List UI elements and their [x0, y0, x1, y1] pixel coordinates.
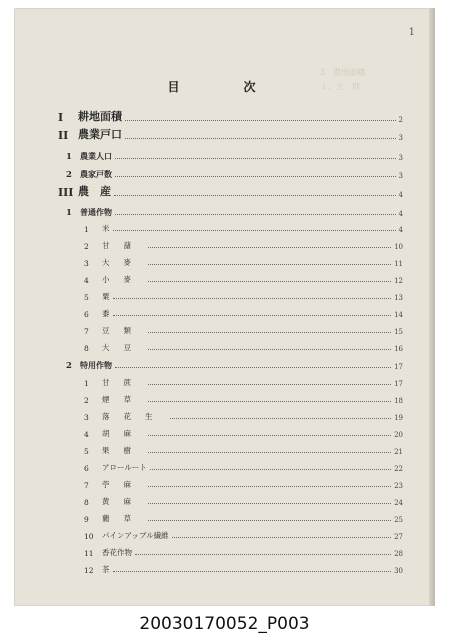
- toc-entry: [84, 237, 403, 251]
- toc-entry-page: 19: [394, 414, 403, 422]
- toc-entry-number: 1: [84, 225, 89, 234]
- toc-entry: [84, 254, 403, 268]
- toc-entry-label: 普通作物: [80, 207, 112, 217]
- toc-entry-number: III: [58, 186, 74, 199]
- dot-leader: [148, 486, 391, 487]
- toc-entry-number: 2: [84, 242, 89, 251]
- bleed-through-line: 3 農地面積: [320, 68, 366, 77]
- dot-leader: [148, 401, 391, 402]
- toc-entry-page: 22: [394, 465, 403, 473]
- toc-entry-number: 1: [66, 208, 72, 218]
- toc-entry: [66, 204, 403, 218]
- toc-entry-page: 23: [394, 482, 403, 490]
- toc-entry-label: 甘藷: [102, 241, 145, 250]
- toc-entry-page: 2: [398, 116, 403, 124]
- toc-entry-page: 20: [394, 431, 403, 439]
- toc-entry-number: 2: [84, 396, 89, 405]
- toc-entry-number: 2: [66, 361, 72, 371]
- toc-entry: [84, 271, 403, 285]
- toc-entry-page: 3: [398, 154, 403, 162]
- dot-leader: [170, 418, 392, 419]
- toc-entry-page: 18: [394, 397, 403, 405]
- dot-leader: [115, 158, 396, 159]
- toc-entry-label: 農家戸数: [80, 169, 112, 179]
- toc-entry-label: 大麥: [102, 258, 145, 267]
- toc-entry-number: 5: [84, 447, 89, 456]
- toc-entry-label: 黍: [102, 309, 110, 318]
- dot-leader: [115, 367, 391, 368]
- toc-entry: [84, 493, 403, 507]
- toc-entry-page: 28: [394, 550, 403, 558]
- toc-entry-label: 黄麻: [102, 497, 145, 506]
- toc-entry: [84, 425, 403, 439]
- toc-entry-page: 13: [394, 294, 403, 302]
- toc-entry-page: 21: [394, 448, 403, 456]
- toc-entry-label: 農 産: [78, 185, 111, 198]
- toc-entry-page: 17: [394, 363, 403, 371]
- toc-entry-page: 12: [394, 277, 403, 285]
- dot-leader: [148, 281, 391, 282]
- dot-leader: [125, 138, 396, 139]
- toc-entry-label: 耕地面積: [78, 110, 122, 123]
- toc-entry-number: 6: [84, 464, 89, 473]
- toc-entry-label: 農業戸口: [78, 128, 122, 141]
- toc-entry-number: 9: [84, 515, 89, 524]
- toc-entry-number: 2: [66, 170, 72, 180]
- dot-leader: [148, 247, 391, 248]
- toc-entry-label: 甘蔗: [102, 378, 145, 387]
- dot-leader: [148, 452, 391, 453]
- toc-entry-number: 5: [84, 293, 89, 302]
- dot-leader: [148, 332, 391, 333]
- toc-entry-label: 落花生: [102, 412, 167, 421]
- toc-entry-number: 7: [84, 327, 89, 336]
- bleed-through-line: １．土 地: [320, 82, 360, 91]
- toc-entry-number: 1: [84, 379, 89, 388]
- dot-leader: [172, 537, 391, 538]
- toc-entry-number: II: [58, 129, 69, 142]
- toc-entry-page: 10: [394, 243, 403, 251]
- toc-entry-label: 胡麻: [102, 429, 145, 438]
- dot-leader: [148, 384, 391, 385]
- toc-entry-label: 豆類: [102, 326, 145, 335]
- dot-leader: [148, 435, 391, 436]
- toc-entry-number: 11: [84, 549, 94, 558]
- toc-entry: [84, 288, 403, 302]
- dot-leader: [113, 571, 392, 572]
- toc-entry: [84, 305, 403, 319]
- toc-entry: [84, 442, 403, 456]
- dot-leader: [113, 315, 392, 316]
- toc-entry-label: 米: [102, 224, 110, 233]
- dot-leader: [148, 503, 391, 504]
- dot-leader: [148, 349, 391, 350]
- toc-entry: [58, 128, 403, 142]
- toc-entry-page: 3: [398, 134, 403, 142]
- toc-entry: [84, 322, 403, 336]
- toc-entry-number: 3: [84, 259, 89, 268]
- toc-entry-number: 7: [84, 481, 89, 490]
- toc-entry-number: 12: [84, 566, 94, 575]
- toc-entry-number: I: [58, 111, 64, 124]
- dot-leader: [115, 214, 396, 215]
- toc-entry-number: 3: [84, 413, 89, 422]
- toc-entry-label: パインアップル繊維: [102, 531, 169, 540]
- dot-leader: [148, 264, 391, 265]
- page-edge-shadow: [429, 8, 435, 606]
- toc-entry-number: 6: [84, 310, 89, 319]
- toc-entry-page: 4: [398, 191, 403, 199]
- page-title: 目 次: [167, 80, 282, 94]
- toc-entry: [84, 544, 403, 558]
- toc-entry-label: 藺草: [102, 514, 145, 523]
- toc-entry-number: 8: [84, 344, 89, 353]
- toc-entry: [66, 357, 403, 371]
- dot-leader: [115, 176, 396, 177]
- toc-entry-label: 煙草: [102, 395, 145, 404]
- toc-entry: [84, 510, 403, 524]
- toc-entry: [58, 185, 403, 199]
- toc-entry-page: 16: [394, 345, 403, 353]
- dot-leader: [150, 469, 391, 470]
- toc-entry-label: 小麥: [102, 275, 145, 284]
- image-caption: 20030170052_P003: [139, 614, 310, 634]
- toc-entry-label: 香花作物: [102, 548, 132, 557]
- toc-entry-page: 14: [394, 311, 403, 319]
- toc-entry-number: 10: [84, 532, 94, 541]
- toc-entry-label: 果樹: [102, 446, 145, 455]
- toc-entry-number: 4: [84, 430, 89, 439]
- toc-entry-number: 4: [84, 276, 89, 285]
- dot-leader: [114, 195, 396, 196]
- toc-entry-number: 8: [84, 498, 89, 507]
- dot-leader: [113, 298, 392, 299]
- toc-entry-label: 農業人口: [80, 151, 112, 161]
- toc-entry-label: アロールート: [102, 463, 147, 472]
- toc-entry-number: 1: [66, 152, 72, 162]
- toc-entry: [66, 166, 403, 180]
- toc-entry: [84, 408, 403, 422]
- toc-entry-label: 茶: [102, 565, 110, 574]
- toc-entry: [84, 391, 403, 405]
- toc-entry: [58, 110, 403, 124]
- toc-entry-page: 3: [398, 172, 403, 180]
- dot-leader: [113, 230, 396, 231]
- toc-entry: [84, 339, 403, 353]
- toc-entry-page: 4: [398, 226, 403, 234]
- toc-entry-page: 15: [394, 328, 403, 336]
- toc-entry: [84, 220, 403, 234]
- toc-entry-label: 大豆: [102, 343, 145, 352]
- toc-entry: [84, 561, 403, 575]
- toc-entry-label: 粟: [102, 292, 110, 301]
- toc-entry-label: 苧麻: [102, 480, 145, 489]
- toc-entry-page: 27: [394, 533, 403, 541]
- page-number: 1: [408, 27, 415, 38]
- toc-entry-label: 特用作物: [80, 360, 112, 370]
- dot-leader: [148, 520, 391, 521]
- toc-entry: [84, 527, 403, 541]
- toc-entry-page: 17: [394, 380, 403, 388]
- toc-entry-page: 24: [394, 499, 403, 507]
- toc-entry: [84, 476, 403, 490]
- dot-leader: [125, 120, 396, 121]
- toc-entry: [84, 374, 403, 388]
- toc-entry-page: 11: [394, 260, 403, 268]
- toc-entry: [66, 148, 403, 162]
- toc-entry-page: 25: [394, 516, 403, 524]
- dot-leader: [135, 554, 391, 555]
- toc-entry-page: 30: [394, 567, 403, 575]
- toc-entry: [84, 459, 403, 473]
- toc-entry-page: 4: [398, 210, 403, 218]
